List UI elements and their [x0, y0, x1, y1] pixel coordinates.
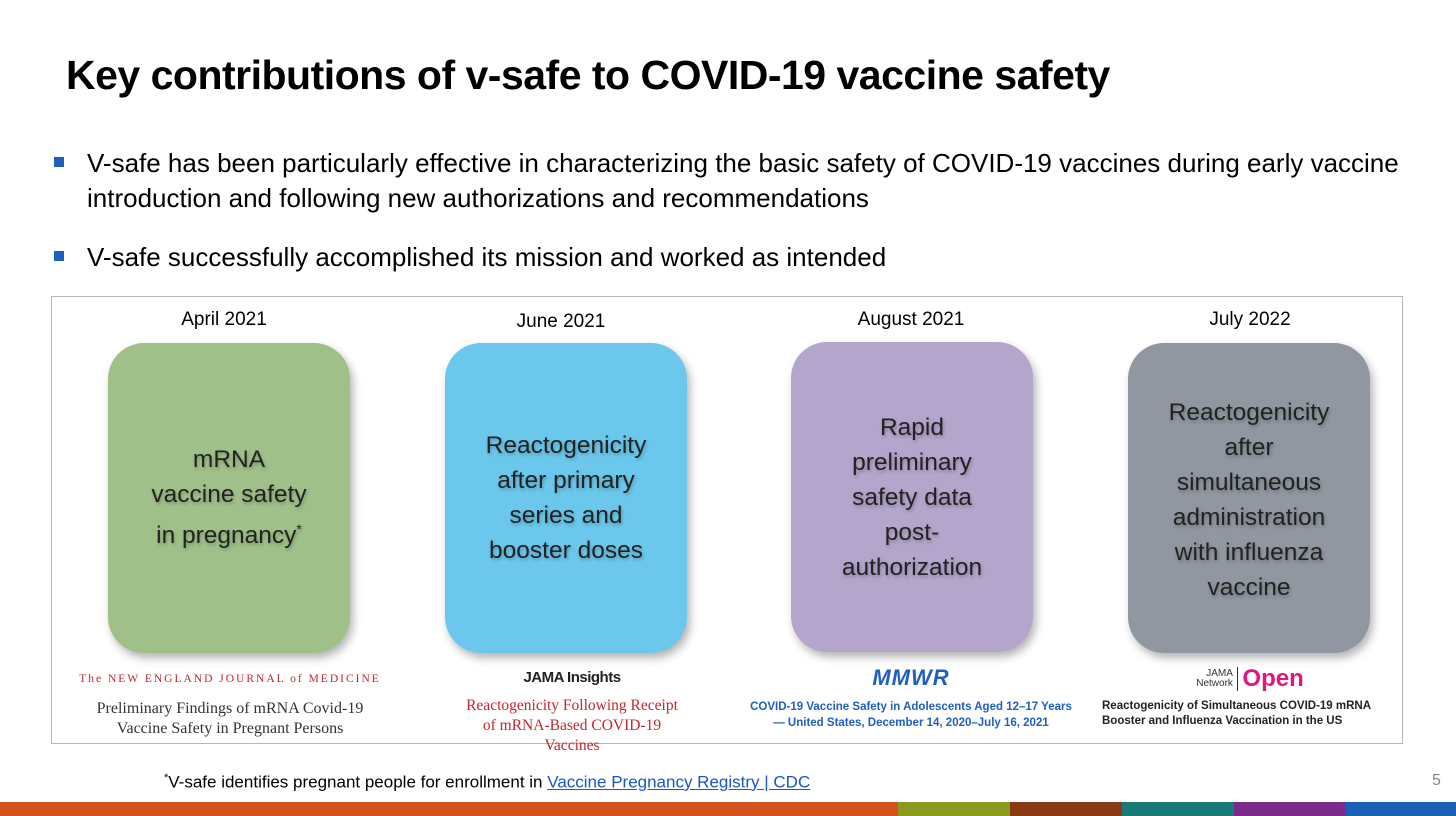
source-title: Reactogenicity Following Receipt of mRNA-Based COVID-19 Vaccines: [466, 697, 678, 754]
timeline-card-influenza: [1128, 343, 1370, 653]
timeline-date: August 2021: [857, 309, 965, 330]
footer-stripe-segment: [0, 802, 898, 816]
bullet-text: V-safe has been particularly effective in characterizing the basic safety of COVID-19 vaccines during early vaccine introduction and following new authorizations and recommendations: [87, 148, 1399, 213]
bullet-item: [52, 240, 1412, 275]
footer-stripe-segment: [1122, 802, 1234, 816]
source-title: Reactogenicity of Simultaneous COVID-19 mRNA Booster and Influenza Vaccination in the US: [1102, 700, 1371, 727]
bullet-item: [52, 146, 1412, 216]
footer-stripe-segment: [1010, 802, 1122, 816]
bullet-text: V-safe successfully accomplished its mission and worked as intended: [87, 242, 887, 272]
bullet-list: [52, 146, 1412, 275]
timeline-card-authorization: [791, 342, 1033, 652]
footer-stripe-segment: [1234, 802, 1346, 816]
footnote-marker: *: [164, 772, 169, 784]
timeline-date: June 2021: [516, 311, 606, 332]
jama-network-open-logo: [1102, 665, 1398, 693]
source-title: Preliminary Findings of mRNA Covid-19 Vaccine Safety in Pregnant Persons: [96, 700, 364, 737]
slide-title: Key contributions of v-safe to COVID-19 vaccine safety: [66, 52, 1110, 98]
card-text: mRNA vaccine safety in pregnancy: [151, 446, 307, 550]
card-text: Reactogenicity after simultaneous administration with influenza vaccine: [1168, 399, 1330, 601]
card-text: Reactogenicity after primary series and booster doses: [485, 432, 647, 564]
nejm-logo: The NEW ENGLAND JOURNAL of MEDICINE: [79, 673, 381, 685]
open-logo-text: Open: [1242, 665, 1304, 692]
footnote-marker: *: [296, 521, 302, 538]
network-small-text: Network: [1196, 678, 1233, 689]
square-bullet-icon: [54, 251, 64, 261]
source-jama-open: [1102, 665, 1398, 729]
square-bullet-icon: [54, 157, 64, 167]
footer-stripe-segment: [898, 802, 1010, 816]
page-number: 5: [1432, 772, 1441, 789]
source-mmwr: [746, 665, 1076, 731]
source-jama-insights: [452, 669, 692, 756]
source-nejm: [70, 673, 390, 739]
footer-stripe-segment: [1346, 802, 1456, 816]
timeline-date: July 2022: [1209, 309, 1291, 330]
timeline-card-booster: [445, 343, 687, 653]
source-title: COVID-19 Vaccine Safety in Adolescents Aged 12–17 Years — United States, December 14, 2020–July 16, 2021: [750, 701, 1072, 729]
footnote: [164, 772, 810, 793]
timeline-frame: [51, 296, 1403, 754]
timeline-date: April 2021: [181, 309, 267, 330]
footnote-text: V-safe identifies pregnant people for enrollment in: [168, 772, 548, 792]
timeline-card-pregnancy: [108, 343, 350, 653]
mmwr-logo: MMWR: [872, 665, 950, 690]
jama-small-text: JAMA: [1206, 668, 1233, 679]
jama-insights-logo: JAMA Insights: [523, 669, 621, 686]
logo-divider: [1237, 667, 1239, 691]
vaccine-pregnancy-registry-link[interactable]: Vaccine Pregnancy Registry | CDC: [547, 772, 811, 792]
card-text: Rapid preliminary safety data post-authorization: [841, 413, 983, 581]
